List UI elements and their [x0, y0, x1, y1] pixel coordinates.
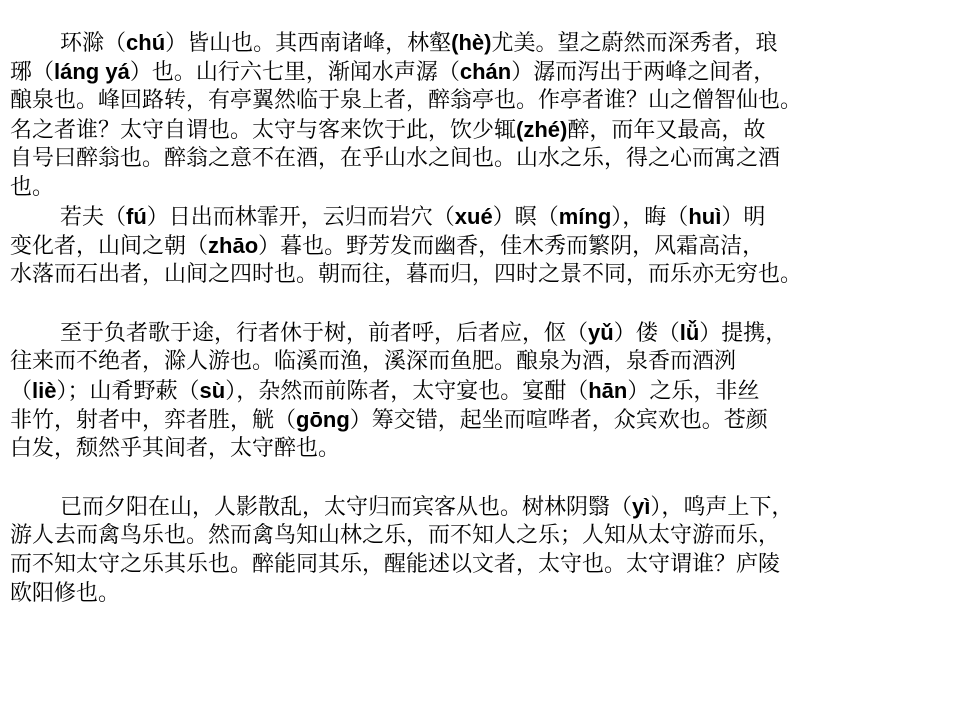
text-run: ）也。山行六七里，渐闻水声潺（ — [129, 60, 460, 85]
text-run: 名之者谁？太守自谓也。太守与客来饮于此，饮少辄 — [10, 118, 517, 143]
pinyin-annotation: zhāo — [208, 233, 259, 258]
pinyin-annotation: hān — [588, 378, 628, 403]
pinyin-annotation: huì — [688, 204, 722, 229]
text-run: 往来而不绝者，滁人游也。临溪而渔，溪深而鱼肥。酿泉为酒，泉香而酒洌 — [10, 349, 737, 374]
text-line — [10, 144, 960, 173]
text-run: （ — [10, 379, 33, 404]
text-run: ），晦（ — [611, 205, 689, 230]
pinyin-annotation: yǔ — [588, 320, 614, 345]
text-run: 至于负者歌于途，行者休于树，前者呼，后者应，伛（ — [60, 321, 589, 346]
pinyin-annotation: yì — [632, 494, 651, 519]
text-line — [10, 521, 960, 550]
text-run: 游人去而禽鸟乐也。然而禽鸟知山林之乐，而不知人之乐；人知从太守游而乐， — [10, 523, 781, 548]
text-line — [10, 405, 960, 434]
pinyin-annotation: xué — [454, 204, 493, 229]
text-run: ）；山肴野蔌（ — [56, 379, 200, 404]
pinyin-annotation: láng yá — [54, 59, 130, 84]
text-run: ）提携， — [699, 321, 788, 346]
text-run: 也。 — [10, 175, 55, 200]
text-line — [10, 231, 960, 260]
text-run: 尤美。望之蔚然而深秀者，琅 — [491, 31, 778, 56]
text-run: ）明 — [721, 205, 766, 230]
pinyin-annotation: (hè) — [451, 30, 492, 55]
text-run: 已而夕阳在山，人影散乱，太守归而宾客从也。树林阴翳（ — [60, 495, 633, 520]
pinyin-annotation: míng — [558, 204, 612, 229]
paragraph-spacer — [10, 289, 960, 318]
text-line — [10, 28, 960, 57]
text-run: 若夫（ — [60, 205, 127, 230]
text-line — [10, 57, 960, 86]
paragraph-3 — [10, 318, 960, 463]
text-run: ）暮也。野芳发而幽香，佳木秀而繁阴，风霜高洁， — [258, 234, 765, 259]
text-run: ）潺而泻出于两峰之间者， — [511, 60, 776, 85]
text-run: ）暝（ — [492, 205, 559, 230]
text-run: 琊（ — [10, 60, 55, 85]
pinyin-annotation: sù — [199, 378, 226, 403]
paragraph-1 — [10, 28, 960, 202]
pinyin-annotation: chú — [126, 30, 166, 55]
text-line — [10, 202, 960, 231]
text-run: ），杂然而前陈者，太守宴也。宴酣（ — [225, 379, 589, 404]
paragraph-spacer — [10, 463, 960, 492]
text-line — [10, 318, 960, 347]
document-body — [10, 28, 960, 608]
text-run: ）筹交错，起坐而喧哗者，众宾欢也。苍颜 — [349, 408, 768, 433]
text-line — [10, 550, 960, 579]
text-run: ）日出而林霏开，云归而岩穴（ — [146, 205, 455, 230]
text-line — [10, 347, 960, 376]
text-line — [10, 260, 960, 289]
text-run: 水落而石出者，山间之四时也。朝而往，暮而归，四时之景不同，而乐亦无穷也。 — [10, 262, 803, 287]
text-run: 自号曰醉翁也。醉翁之意不在酒，在乎山水之间也。山水之乐，得之心而寓之酒 — [10, 146, 781, 171]
text-line — [10, 173, 960, 202]
pinyin-annotation: (zhé) — [516, 117, 568, 142]
pinyin-annotation: liè — [32, 378, 57, 403]
text-run: 醉，而年又最高，故 — [567, 118, 766, 143]
paragraph-2 — [10, 202, 960, 289]
text-run: 而不知太守之乐其乐也。醉能同其乐，醒能述以文者，太守也。太守谓谁？庐陵 — [10, 552, 781, 577]
text-run: 白发，颓然乎其间者，太守醉也。 — [10, 436, 341, 461]
text-run: ）皆山也。其西南诸峰，林壑 — [165, 31, 452, 56]
text-run: 欧阳修也。 — [10, 581, 121, 606]
text-run: ），鸣声上下， — [650, 495, 794, 520]
paragraph-4 — [10, 492, 960, 608]
text-run: 酿泉也。峰回路转，有亭翼然临于泉上者，醉翁亭也。作亭者谁？山之僧智仙也。 — [10, 88, 803, 113]
pinyin-annotation: lǚ — [679, 320, 700, 345]
pinyin-annotation: fú — [126, 204, 147, 229]
pinyin-annotation: gōng — [296, 407, 350, 432]
pinyin-annotation: chán — [459, 59, 512, 84]
text-run: ）偻（ — [613, 321, 680, 346]
text-run: ）之乐，非丝 — [627, 379, 760, 404]
text-run: 环滁（ — [60, 31, 127, 56]
text-line — [10, 434, 960, 463]
text-run: 非竹，射者中，弈者胜，觥（ — [10, 408, 297, 433]
text-run: 变化者，山间之朝（ — [10, 234, 209, 259]
text-line — [10, 86, 960, 115]
text-line — [10, 579, 960, 608]
text-line — [10, 376, 960, 405]
text-line — [10, 492, 960, 521]
text-line — [10, 115, 960, 144]
